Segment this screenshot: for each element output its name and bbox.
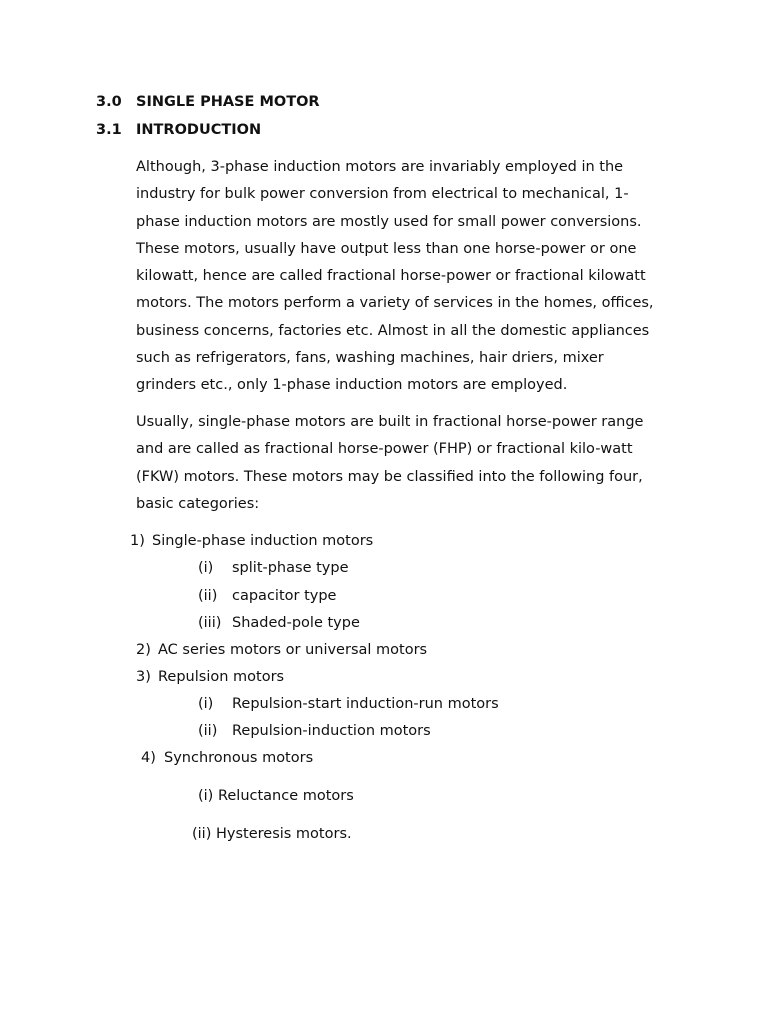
paragraph-line: motors. The motors perform a variety of services in the homes, offices,	[136, 295, 654, 312]
paragraph-line: (FKW) motors. These motors may be classified into the following four,	[136, 468, 643, 485]
list-item-1-text: Single-phase induction motors	[152, 533, 374, 549]
list-item-3-text: Repulsion motors	[158, 669, 285, 685]
paragraph-line: Although, 3-phase induction motors are invariably employed in the	[136, 159, 624, 175]
list-item-4-marker: 4)	[141, 750, 156, 766]
paragraph-line: basic categories:	[136, 495, 260, 512]
sub-item-text: (i) Reluctance motors	[198, 788, 354, 804]
section-title-introduction: INTRODUCTION	[136, 122, 262, 138]
paragraph-line: business concerns, factories etc. Almost in all the domestic appliances	[136, 322, 650, 339]
paragraph-line: phase induction motors are mostly used for small power conversions.	[136, 213, 642, 230]
paragraph-line: and are called as fractional horse-power (FHP) or fractional kilo-watt	[136, 441, 633, 458]
sub-item-marker: (iii)	[198, 615, 222, 631]
paragraph-line: such as refrigerators, fans, washing machines, hair driers, mixer	[136, 350, 604, 367]
paragraph-line: industry for bulk power conversion from electrical to mechanical, 1-	[136, 186, 629, 203]
list-item-2-text: AC series motors or universal motors	[158, 642, 428, 658]
list-item-4-text: Synchronous motors	[164, 750, 314, 766]
list-item-3-marker: 3)	[136, 669, 151, 685]
sub-item-text: capacitor type	[232, 588, 337, 604]
intro-paragraph-1	[136, 158, 696, 404]
sub-item-text: (ii) Hysteresis motors.	[192, 826, 352, 842]
sub-item-text: Repulsion-start induction-run motors	[232, 696, 499, 712]
paragraph-line: grinders etc., only 1-phase induction motors are employed.	[136, 377, 568, 394]
list-item-2-marker: 2)	[136, 642, 151, 658]
section-number-3-1: 3.1	[96, 122, 122, 138]
sub-item-text: split-phase type	[232, 560, 349, 576]
paragraph-line: These motors, usually have output less than one horse-power or one	[136, 240, 637, 257]
sub-item-text: Shaded-pole type	[232, 615, 360, 631]
section-number-3-0: 3.0	[96, 94, 122, 110]
sub-item-text: Repulsion-induction motors	[232, 723, 431, 739]
sub-item-marker: (i)	[198, 696, 214, 712]
paragraph-line: Usually, single-phase motors are built in fractional horse-power range	[136, 414, 644, 430]
intro-paragraph-2	[136, 413, 696, 522]
section-title-single-phase-motor: SINGLE PHASE MOTOR	[136, 94, 320, 110]
sub-item-marker: (ii)	[198, 723, 218, 739]
paragraph-line: kilowatt, hence are called fractional horse-power or fractional kilowatt	[136, 268, 646, 285]
list-item-1-marker: 1)	[130, 533, 145, 549]
sub-item-marker: (i)	[198, 560, 214, 576]
sub-item-marker: (ii)	[198, 588, 218, 604]
